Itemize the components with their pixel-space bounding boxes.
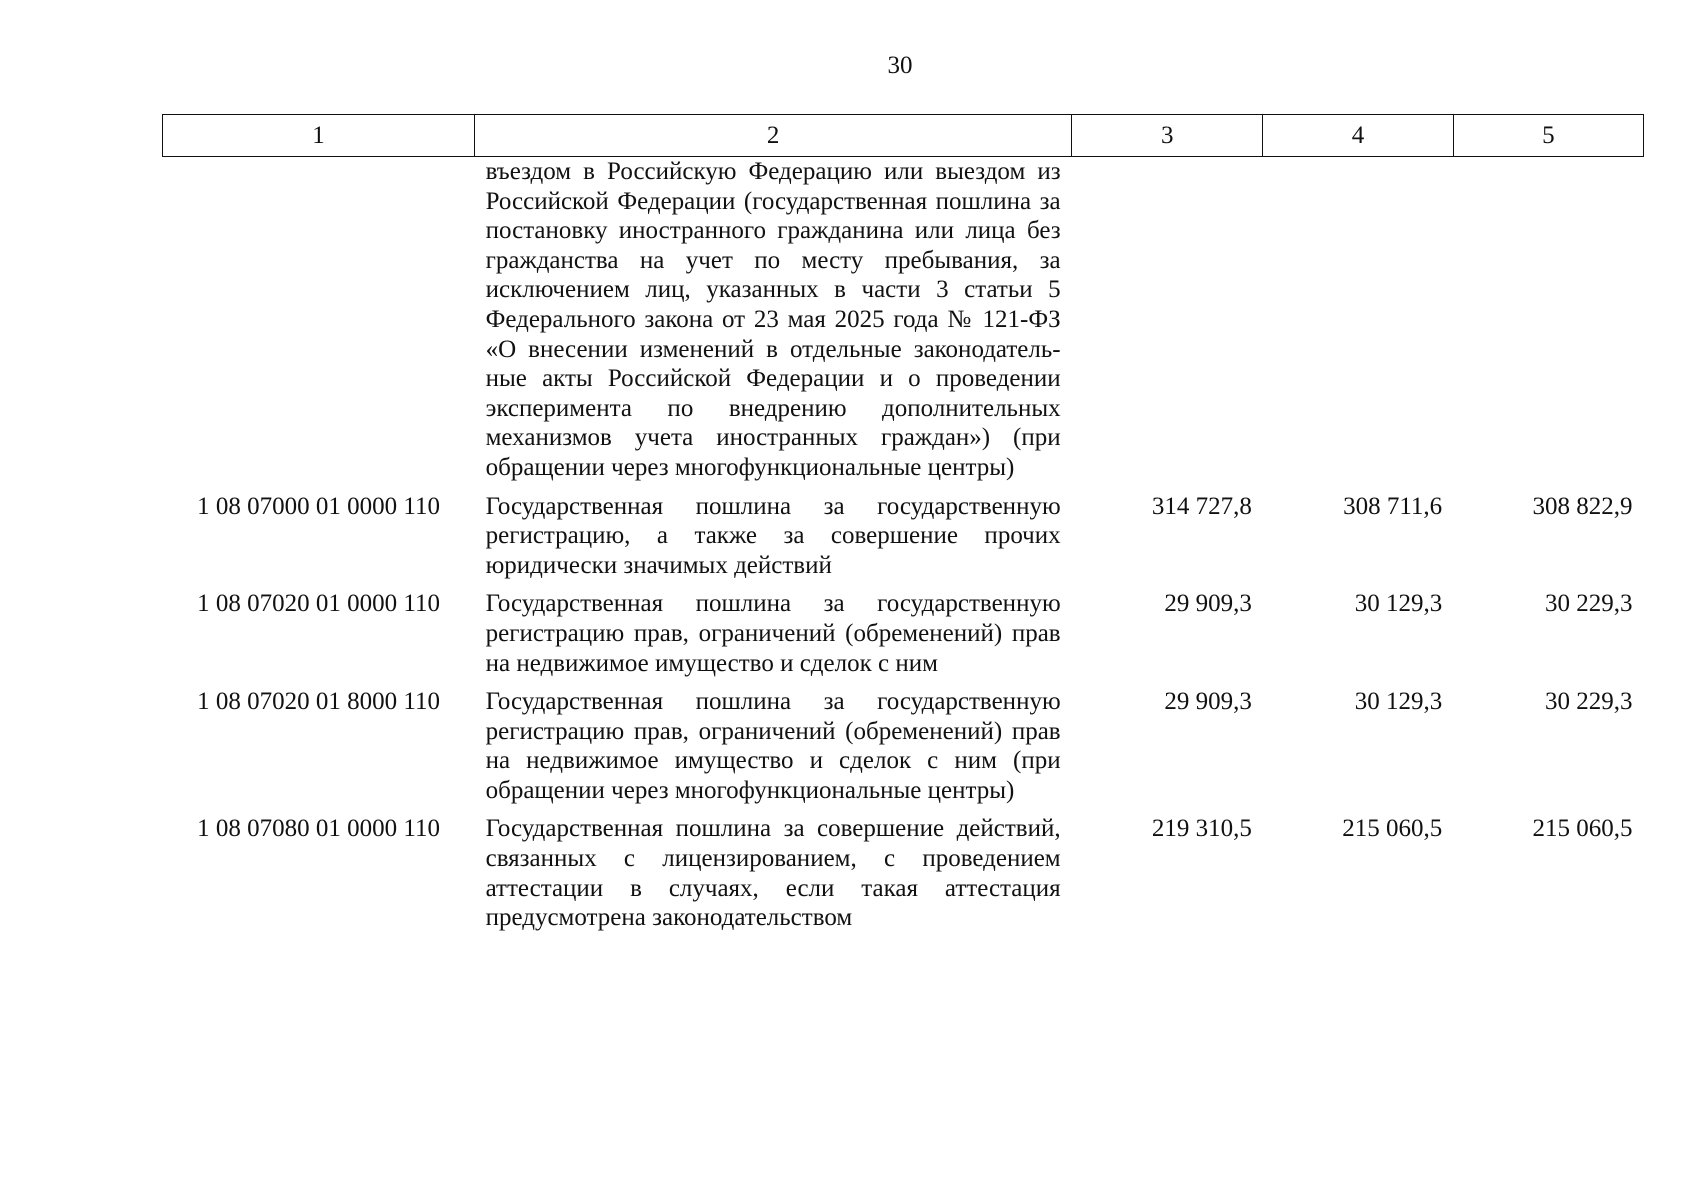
row-value-col4: 30 129,3 xyxy=(1354,590,1443,618)
row-code: 1 08 07080 01 0000 110 xyxy=(197,815,440,843)
row-value-col5 xyxy=(1453,157,1643,485)
row-description: Государственная пошлина за государственную регистрацию, а также за совершение прочих юридически значимых действий xyxy=(485,492,1061,579)
row-code xyxy=(163,157,475,485)
column-header-1: 1 xyxy=(163,115,475,157)
row-value-col4: 215 060,5 xyxy=(1342,815,1443,843)
row-value-col3: 314 727,8 xyxy=(1151,492,1252,520)
table-row xyxy=(163,807,1644,934)
row-value-col4: 30 129,3 xyxy=(1354,688,1443,716)
row-value-col5: 215 060,5 xyxy=(1532,815,1633,843)
column-header-2: 2 xyxy=(475,115,1072,157)
row-value-col3: 29 909,3 xyxy=(1164,688,1252,716)
table-row xyxy=(163,157,1644,485)
row-description: Государственная пошлина за государственную регистрацию прав, ограничений (обременений) прав на недвижимое имущество и сделок с ним (при обращении через многофункциональные центры) xyxy=(485,688,1061,804)
row-description: Государственная пошлина за совершение действий, связанных с лицензированием, с проведением аттестации в случаях, если такая аттестация предусмотрена законодательством xyxy=(485,815,1061,932)
table-row xyxy=(163,582,1644,680)
row-value-col4: 308 711,6 xyxy=(1343,492,1443,520)
table-row xyxy=(163,680,1644,807)
row-value-col5: 30 229,3 xyxy=(1545,688,1633,716)
row-value-col3: 219 310,5 xyxy=(1151,815,1252,843)
row-value-col5: 308 822,9 xyxy=(1532,492,1633,520)
page-number: 30 xyxy=(887,52,913,79)
table-body xyxy=(163,157,1644,935)
row-value-col3: 29 909,3 xyxy=(1164,590,1252,618)
table-header xyxy=(163,115,1644,157)
row-value-col4 xyxy=(1263,157,1453,485)
row-code: 1 08 07020 01 0000 110 xyxy=(197,590,440,618)
column-header-4: 4 xyxy=(1263,115,1453,157)
row-code: 1 08 07020 01 8000 110 xyxy=(197,688,440,716)
column-header-5: 5 xyxy=(1453,115,1643,157)
budget-table xyxy=(162,114,1644,935)
column-header-3: 3 xyxy=(1072,115,1263,157)
table-row xyxy=(163,485,1644,583)
row-value-col5: 30 229,3 xyxy=(1545,590,1633,618)
row-value-col3 xyxy=(1072,157,1263,485)
row-code: 1 08 07000 01 0000 110 xyxy=(197,492,440,520)
header-row xyxy=(163,115,1644,157)
row-description: въездом в Российскую Федерацию или выездом из Российской Федерации (государственная пошлина за постановку иностранного гражданина или лица без гражданства на учет по месту пребывания, за исключением лиц, указанных в части 3 статьи 5 Федерального закона от 23 мая 2025 года № 121-ФЗ «О внесении изменений в отдельные законодательные акты Российской Федерации и о проведении эксперимента по внедрению дополнительных механизмов учета иностранных граждан») (при обращении через многофункциональные центры) xyxy=(485,158,1061,481)
row-description: Государственная пошлина за государственную регистрацию прав, ограничений (обременений) прав на недвижимое имущество и сделок с ним xyxy=(485,590,1061,677)
